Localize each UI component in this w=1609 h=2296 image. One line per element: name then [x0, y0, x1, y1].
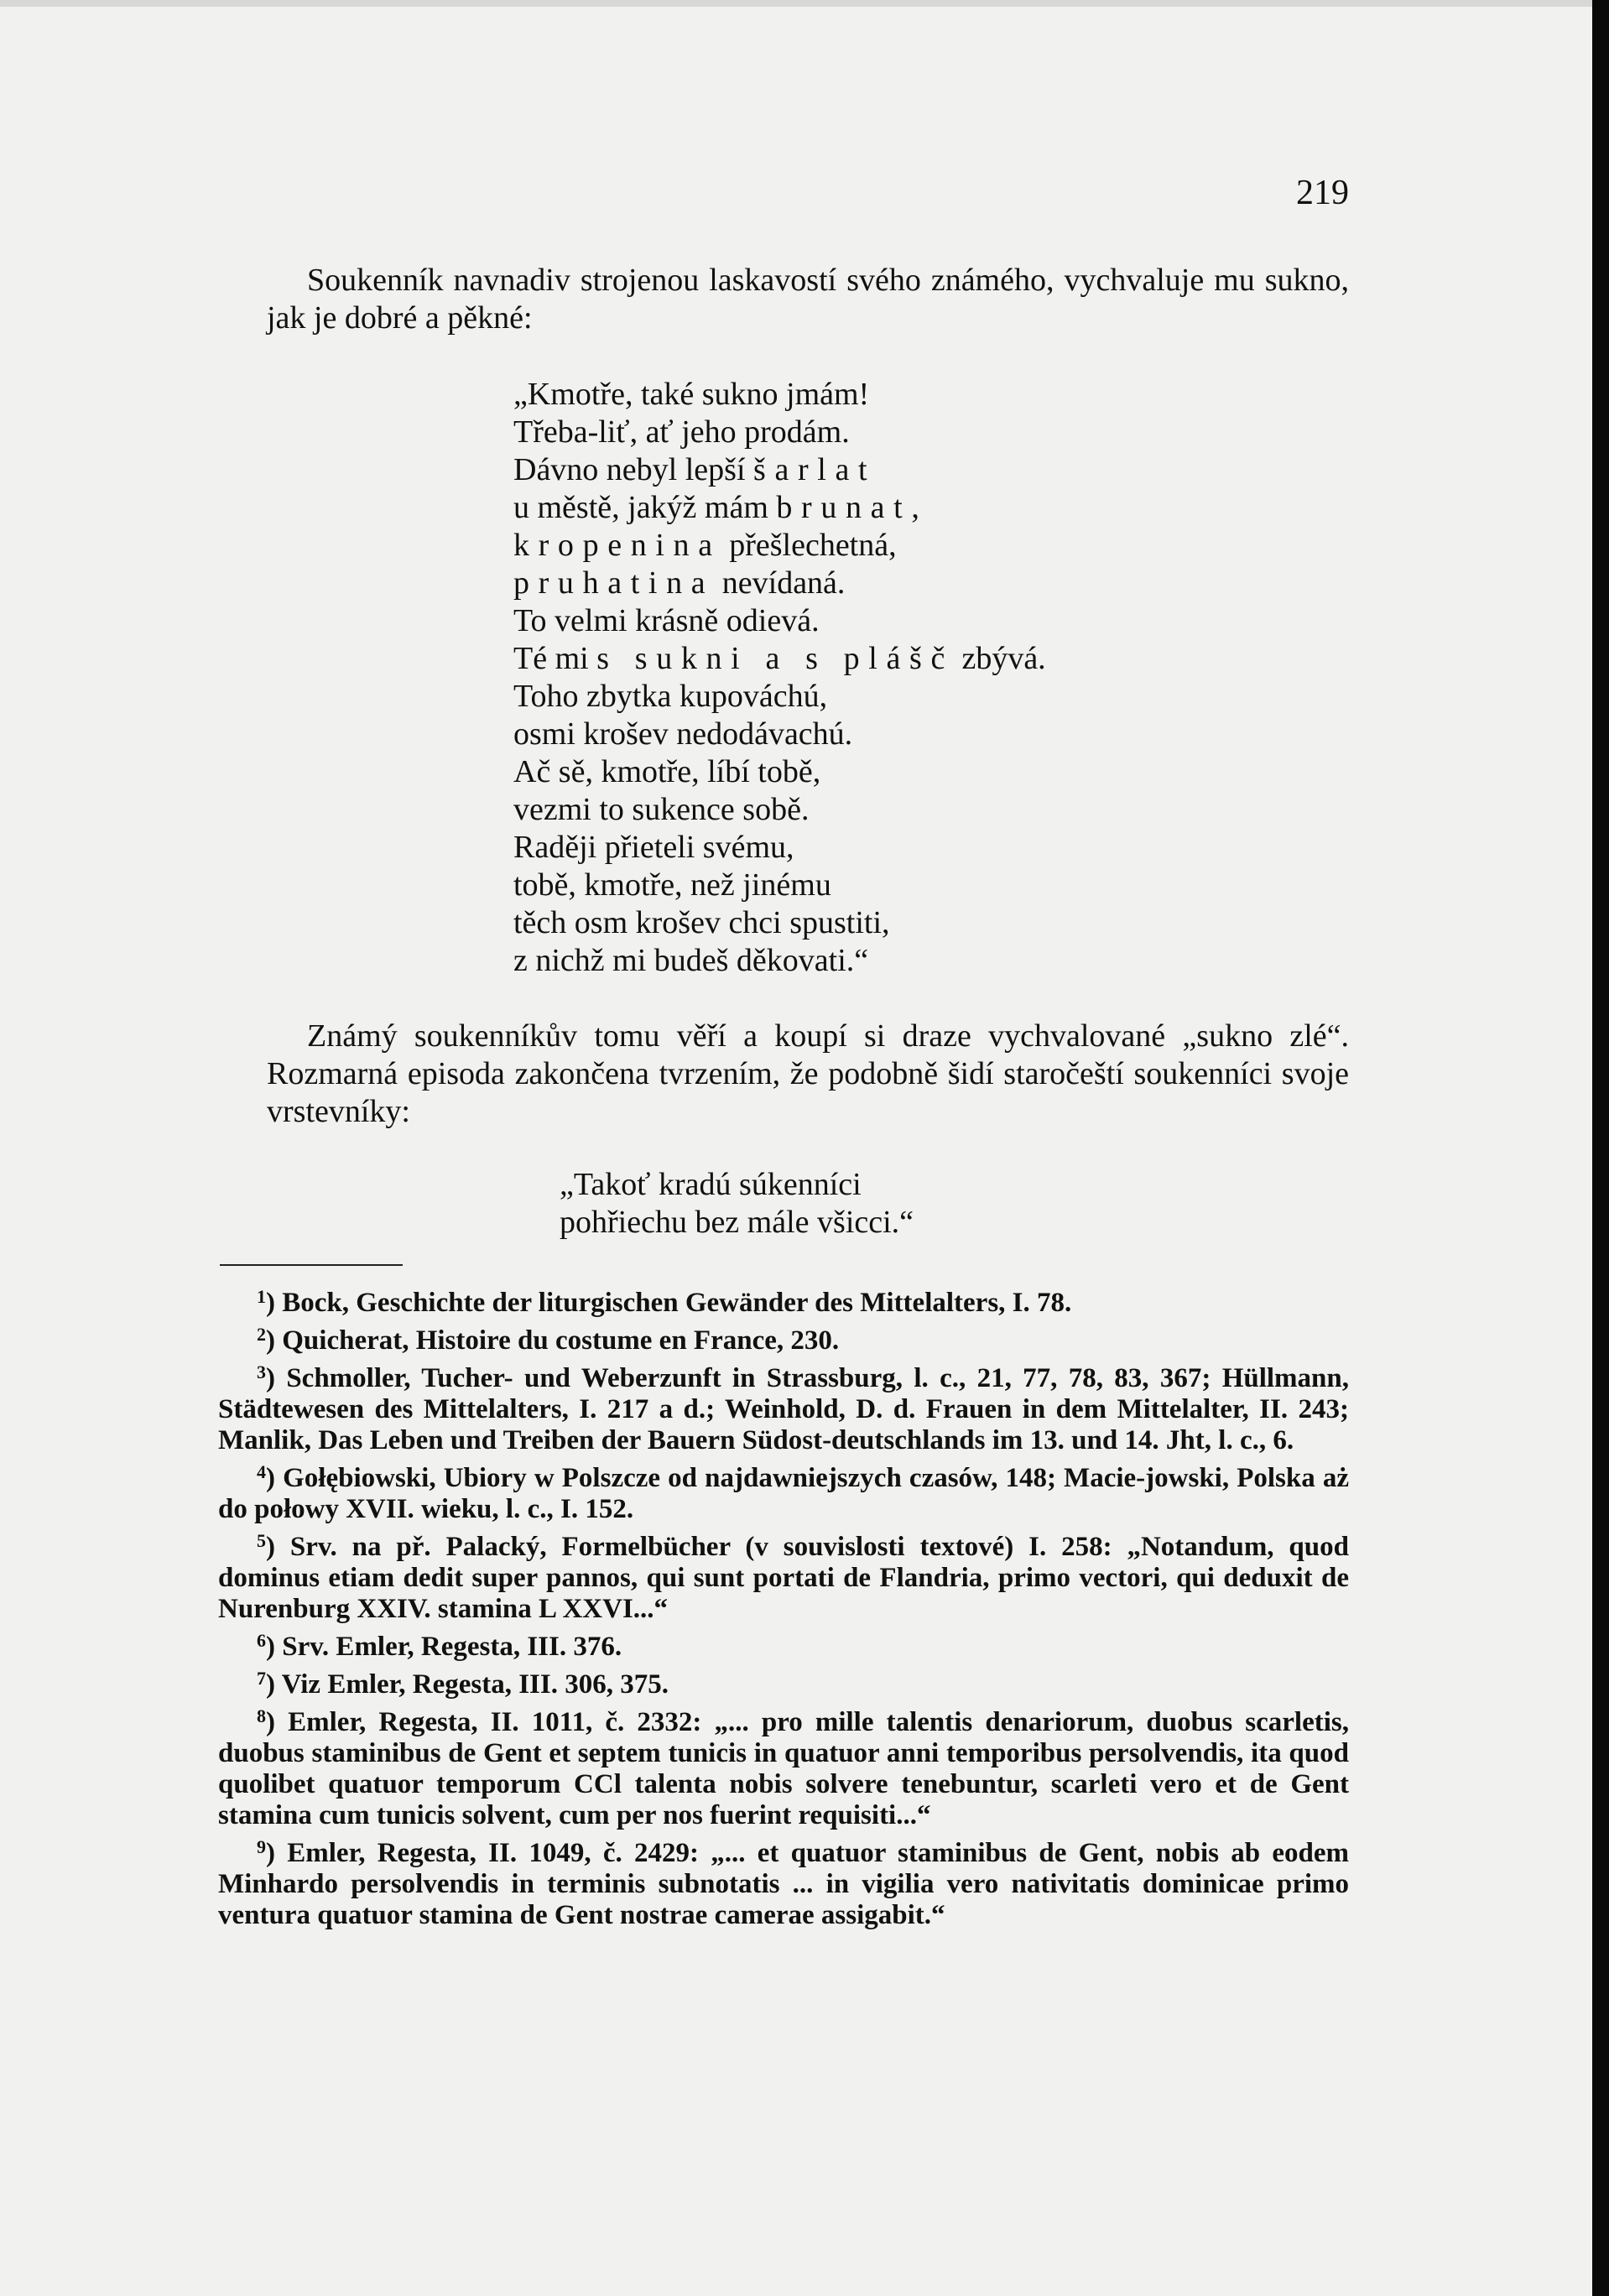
- scan-right-edge: [1592, 0, 1609, 2296]
- poem-line: Té mi s sukni a s plášč zbývá.: [513, 641, 1046, 676]
- footnote-text: Emler, Regesta, II. 1049, č. 2429: „... et quatuor staminibus de Gent, nobis ab eodem Minhardo persolvendis in terminis subnotatis ... in vigilia vero nativitatis dominicae primo ventura quatuor stamina de Gent nostrae camerae assigabit.“: [218, 1838, 1350, 1930]
- poem-line: vezmi to sukence sobě.: [513, 792, 810, 827]
- closing-verse-line: „Takoť kradú súkenníci: [560, 1167, 862, 1202]
- footnote-number: 5: [257, 1530, 266, 1551]
- footnote: $^1$) Bock, Geschichte der liturgischen Gewänder des Mittelalters, I. 78.: [257, 1286, 1072, 1318]
- footnote-text: Emler, Regesta, II. 1011, č. 2332: „... pro mille talentis denariorum, duobus scarletis, duobus staminibus de Gent et septem tunicis in quatuor anni temporibus persolvendis, ita quod quolibet quatuor temporum CCl talenta nobis solvere tenebuntur, scarleti vero et de Gent stamina cum tunicis solvent, cum per nos fuerint requisiti...“: [218, 1707, 1349, 1830]
- footnote: $^7$) Viz Emler, Regesta, III. 306, 375.: [257, 1668, 669, 1700]
- footnote: $^4$) Gołębiowski, Ubiory w Polszcze od najdawniejszych czasów, 148; Macie-jowski, Polska aż do połowy XVII. wieku, l. c., I. 152.: [218, 1461, 1349, 1524]
- poem-line: Třeba-liť, ať jeho prodám.: [513, 414, 850, 450]
- footnote-text: Bock, Geschichte der liturgischen Gewänder des Mittelalters, I. 78.: [282, 1288, 1072, 1318]
- footnote: $^9$) Emler, Regesta, II. 1049, č. 2429: „... et quatuor staminibus de Gent, nobis ab eodem Minhardo persolvendis in terminis subnotatis ... in vigilia vero nativitatis dominicae primo ventura quatuor stamina de Gent nostrae camerae assigabit.“: [218, 1836, 1350, 1930]
- footnote-separator: [220, 1264, 403, 1266]
- footnote: $^6$) Srv. Emler, Regesta, III. 376.: [257, 1630, 622, 1662]
- poem-verse-block: [513, 376, 1268, 980]
- poem-line: těch osm krošev chci spustiti,: [513, 905, 890, 940]
- poem-line: z nichž mi budeš děkovati.“: [513, 943, 869, 978]
- middle-paragraph-text: Známý soukenníkův tomu věří a koupí si draze vychvalované „sukno zlé“. Rozmarná episoda zakončena tvrzením, že podobně šidí staročeští soukenníci svoje vrstevníky:: [267, 1018, 1349, 1129]
- poem-line: u městě, jakýž mám brunat,: [513, 490, 919, 525]
- poem-line: osmi krošev nedodávachú.: [513, 716, 853, 752]
- footnote-text: Quicherat, Histoire du costume en France, 230.: [282, 1325, 840, 1356]
- footnote-number: 4: [257, 1461, 266, 1482]
- poem-line: kropenina přešlechetná,: [513, 528, 897, 563]
- footnotes-list: [218, 1288, 1349, 1938]
- footnote-number: 7: [257, 1668, 266, 1689]
- footnote: $^2$) Quicherat, Histoire du costume en France, 230.: [257, 1324, 840, 1356]
- poem-line: Ač sě, kmotře, líbí tobě,: [513, 754, 821, 789]
- footnote-number: 6: [257, 1630, 266, 1651]
- poem-line: Toho zbytka kupováchú,: [513, 679, 828, 714]
- footnote-number: 9: [257, 1836, 266, 1857]
- footnote-text: Gołębiowski, Ubiory w Polszcze od najdawniejszych czasów, 148; Macie-jowski, Polska aż do połowy XVII. wieku, l. c., I. 152.: [218, 1463, 1349, 1524]
- footnote-text: Srv. na př. Palacký, Formelbücher (v souvislosti textové) I. 258: „Notandum, quod dominus etiam dedit super pannos, qui sunt portati de Flandria, primo vectori, qui deduxit de Nurenburg XXIV. stamina L XXVI...“: [218, 1532, 1349, 1624]
- poem-line: Dávno nebyl lepší šarlat: [513, 452, 877, 487]
- poem-line: To velmi krásně odievá.: [513, 603, 820, 638]
- footnote-text: Viz Emler, Regesta, III. 306, 375.: [281, 1669, 669, 1700]
- footnote: $^3$) Schmoller, Tucher- und Weberzunft in Strassburg, l. c., 21, 77, 78, 83, 367; Hüllmann, Städtewesen des Mittelalters, I. 217 a d.; Weinhold, D. d. Frauen in dem Mittelalter, II. 243; Manlik, Das Leben und Treiben der Bauern Südost-deutschlands im 13. und 14. Jht, l. c., 6.: [218, 1361, 1349, 1455]
- footnote-text: Schmoller, Tucher- und Weberzunft in Strassburg, l. c., 21, 77, 78, 83, 367; Hüllmann, Städtewesen des Mittelalters, I. 217 a d.; Weinhold, D. d. Frauen in dem Mittelalter, II. 243; Manlik, Das Leben und Treiben der Bauern Südost-deutschlands im 13. und 14. Jht, l. c., 6.: [218, 1363, 1349, 1455]
- poem-line: pruhatina nevídaná.: [513, 565, 846, 601]
- middle-paragraph: [267, 1018, 1349, 1131]
- footnote: $^5$) Srv. na př. Palacký, Formelbücher (v souvislosti textové) I. 258: „Notandum, quod dominus etiam dedit super pannos, qui sunt portati de Flandria, primo vectori, qui deduxit de Nurenburg XXIV. stamina L XXVI...“: [218, 1530, 1349, 1624]
- page-number: 219: [1296, 174, 1349, 212]
- intro-paragraph: [267, 262, 1349, 337]
- footnote-number: 1: [257, 1286, 266, 1307]
- closing-verse-block: [560, 1166, 1147, 1242]
- footnote-text: Srv. Emler, Regesta, III. 376.: [282, 1632, 622, 1662]
- footnote: $^8$) Emler, Regesta, II. 1011, č. 2332: „... pro mille talentis denariorum, duobus scarletis, duobus staminibus de Gent et septem tunicis in quatuor anni temporibus persolvendis, ita quod quolibet quatuor temporum CCl talenta nobis solvere tenebuntur, scarleti vero et de Gent stamina cum tunicis solvent, cum per nos fuerint requisiti...“: [218, 1705, 1349, 1830]
- closing-verse-line: pohřiechu bez mále všicci.“: [560, 1205, 914, 1240]
- intro-paragraph-text: Soukenník navnadiv strojenou laskavostí svého známého, vychvaluje mu sukno, jak je dobré a pěkné:: [267, 263, 1349, 336]
- footnote-number: 2: [257, 1324, 266, 1345]
- footnote-number: 8: [257, 1705, 266, 1726]
- footnote-number: 3: [257, 1361, 266, 1382]
- poem-line: tobě, kmotře, než jinému: [513, 867, 831, 903]
- poem-line: Raději přieteli svému,: [513, 830, 794, 865]
- poem-line: „Kmotře, také sukno jmám!: [513, 377, 870, 412]
